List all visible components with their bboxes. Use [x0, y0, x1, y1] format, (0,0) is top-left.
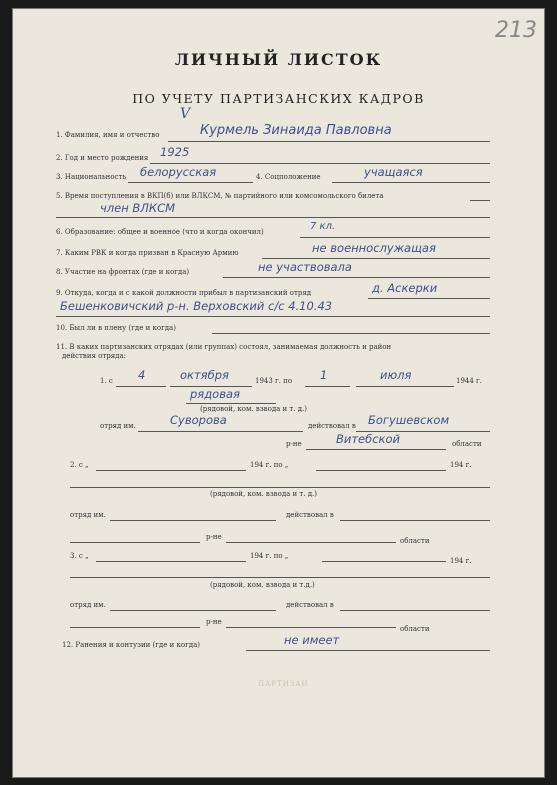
period-3-prefix: 3. с „ — [70, 552, 89, 560]
period-1-position-caption: (рядовой, ком. взвода и т. д.) — [200, 405, 308, 413]
period-1-year1: 1943 г. по — [255, 377, 293, 385]
field-3-line — [128, 182, 253, 183]
document-title: ЛИЧНЫЙ ЛИСТОК — [174, 50, 383, 69]
field-4-label: 4. Соцположение — [256, 173, 321, 181]
period-2-region-line — [340, 520, 490, 521]
period-1-position: рядовая — [190, 387, 240, 401]
period-1-oblasti: области — [452, 440, 482, 448]
field-6-value: 7 кл. — [310, 221, 336, 232]
period-3-oblast-line — [226, 627, 396, 628]
period-3-otryad-line — [110, 610, 276, 611]
field-5-line-b — [56, 217, 490, 218]
period-2-oblasti: области — [400, 537, 430, 545]
field-1-label: 1. Фамилия, имя и отчество — [56, 131, 160, 139]
field-8-label: 8. Участие на фронтах (где и когда) — [56, 268, 190, 276]
period-1-otryad: Суворова — [170, 413, 227, 427]
period-2-mid: 194 г. по „ — [250, 461, 289, 469]
field-7-value: не военнослужащая — [312, 241, 436, 255]
field-5-value: член ВЛКСМ — [100, 201, 176, 215]
field-6-label: 6. Образование: общее и военное (что и когда окончил) — [56, 228, 264, 236]
period-2-position-caption: (рядовой, ком. взвода и т. д.) — [210, 490, 318, 498]
field-2-label: 2. Год и место рождения — [56, 154, 149, 162]
archive-number: 213 — [495, 18, 537, 43]
period-2-rne-line-a — [70, 542, 200, 543]
period-2-oblast-line — [226, 542, 396, 543]
faded-stamp: ПАРТИЗАН — [258, 680, 309, 688]
field-11-label-a: 11. В каких партизанских отрядах (или группах) состоял, занимаемая должность и район — [56, 343, 392, 351]
period-3-rne: р-не — [206, 618, 222, 626]
check-mark: V — [180, 106, 191, 122]
field-8-line — [223, 277, 490, 278]
period-1-month: октября — [180, 368, 229, 382]
period-3-region-line — [340, 610, 490, 611]
period-1-region: Богушевском — [368, 413, 450, 427]
period-1-deistvoval: действовал в — [308, 422, 356, 430]
period-1-day: 4 — [138, 368, 146, 382]
field-12-label: 12. Ранения и контузии (где и когда) — [62, 641, 200, 649]
period-3-position-caption: (рядовой, ком. взвода и т.д.) — [210, 581, 315, 589]
period-1-year2: 1944 г. — [456, 377, 482, 385]
field-9-value-a: д. Аскерки — [372, 281, 438, 295]
field-1-value: Курмель Зинаида Павловна — [200, 123, 392, 138]
period-2-deistvoval: действовал в — [286, 511, 334, 519]
field-11-label-b: действия отряда: — [62, 352, 126, 360]
period-1-prefix: 1. с — [100, 377, 113, 385]
field-3-label: 3. Национальность — [56, 173, 127, 181]
field-4-line — [332, 182, 490, 183]
period-1-oblast: Витебской — [336, 432, 401, 446]
field-9-line-b — [56, 316, 490, 317]
period-3-line-a — [96, 561, 246, 562]
field-9-label: 9. Откуда, когда и с какой должности прибыл в партизанский отряд — [56, 289, 312, 297]
field-5-line-a — [470, 200, 490, 201]
field-12-value: не имеет — [284, 633, 340, 647]
period-3-line-b — [322, 561, 446, 562]
field-8-value: не участвовала — [258, 260, 352, 274]
period-3-rne-line-a — [70, 627, 200, 628]
period-1-rne: р-не — [286, 440, 302, 448]
period-2-prefix: 2. с „ — [70, 461, 89, 469]
document-subtitle: ПО УЧЕТУ ПАРТИЗАНСКИХ КАДРОВ — [132, 91, 425, 106]
period-1-day-line — [116, 386, 166, 387]
period-2-rne: р-не — [206, 533, 222, 541]
period-1-day2: 1 — [320, 368, 328, 382]
period-3-otryad-label: отряд им. — [70, 601, 106, 609]
field-4-value: учащаяся — [364, 165, 423, 179]
period-1-position-line — [186, 403, 276, 404]
period-2-end: 194 г. — [450, 461, 472, 469]
field-7-line — [262, 258, 490, 259]
period-1-day2-line — [305, 386, 350, 387]
period-3-deistvoval: действовал в — [286, 601, 334, 609]
period-2-position-line — [70, 487, 490, 488]
period-2-otryad-label: отряд им. — [70, 511, 106, 519]
period-1-otryad-line — [138, 431, 303, 432]
period-1-month2-line — [356, 386, 454, 387]
period-3-end: 194 г. — [450, 557, 472, 565]
field-5-label: 5. Время поступления в ВКП(б) или ВЛКСМ, № партийного или комсомольского билета — [56, 192, 384, 200]
field-2-line — [150, 163, 490, 164]
period-2-line-b — [316, 470, 446, 471]
period-2-otryad-line — [110, 520, 276, 521]
field-3-value: белорусская — [140, 165, 217, 179]
field-12-line — [246, 650, 490, 651]
field-2-value: 1925 — [160, 145, 190, 159]
period-1-oblast-line — [306, 449, 446, 450]
period-1-otryad-label: отряд им. — [100, 422, 136, 430]
field-1-line — [168, 141, 490, 142]
field-9-value-b: Бешенковичский р-н. Верховский с/с 4.10.43 — [60, 299, 333, 313]
period-3-mid: 194 г. по „ — [250, 552, 289, 560]
period-2-line-a — [96, 470, 246, 471]
field-10-label: 10. Был ли в плену (где и когда) — [56, 324, 176, 332]
period-1-month2: июля — [380, 368, 412, 382]
field-6-line — [300, 237, 490, 238]
period-3-oblasti: области — [400, 625, 430, 633]
period-3-position-line — [70, 577, 490, 578]
field-10-line — [212, 333, 490, 334]
field-9-line-a — [368, 298, 490, 299]
field-7-label: 7. Каким РВК и когда призван в Красную Армию — [56, 249, 239, 257]
